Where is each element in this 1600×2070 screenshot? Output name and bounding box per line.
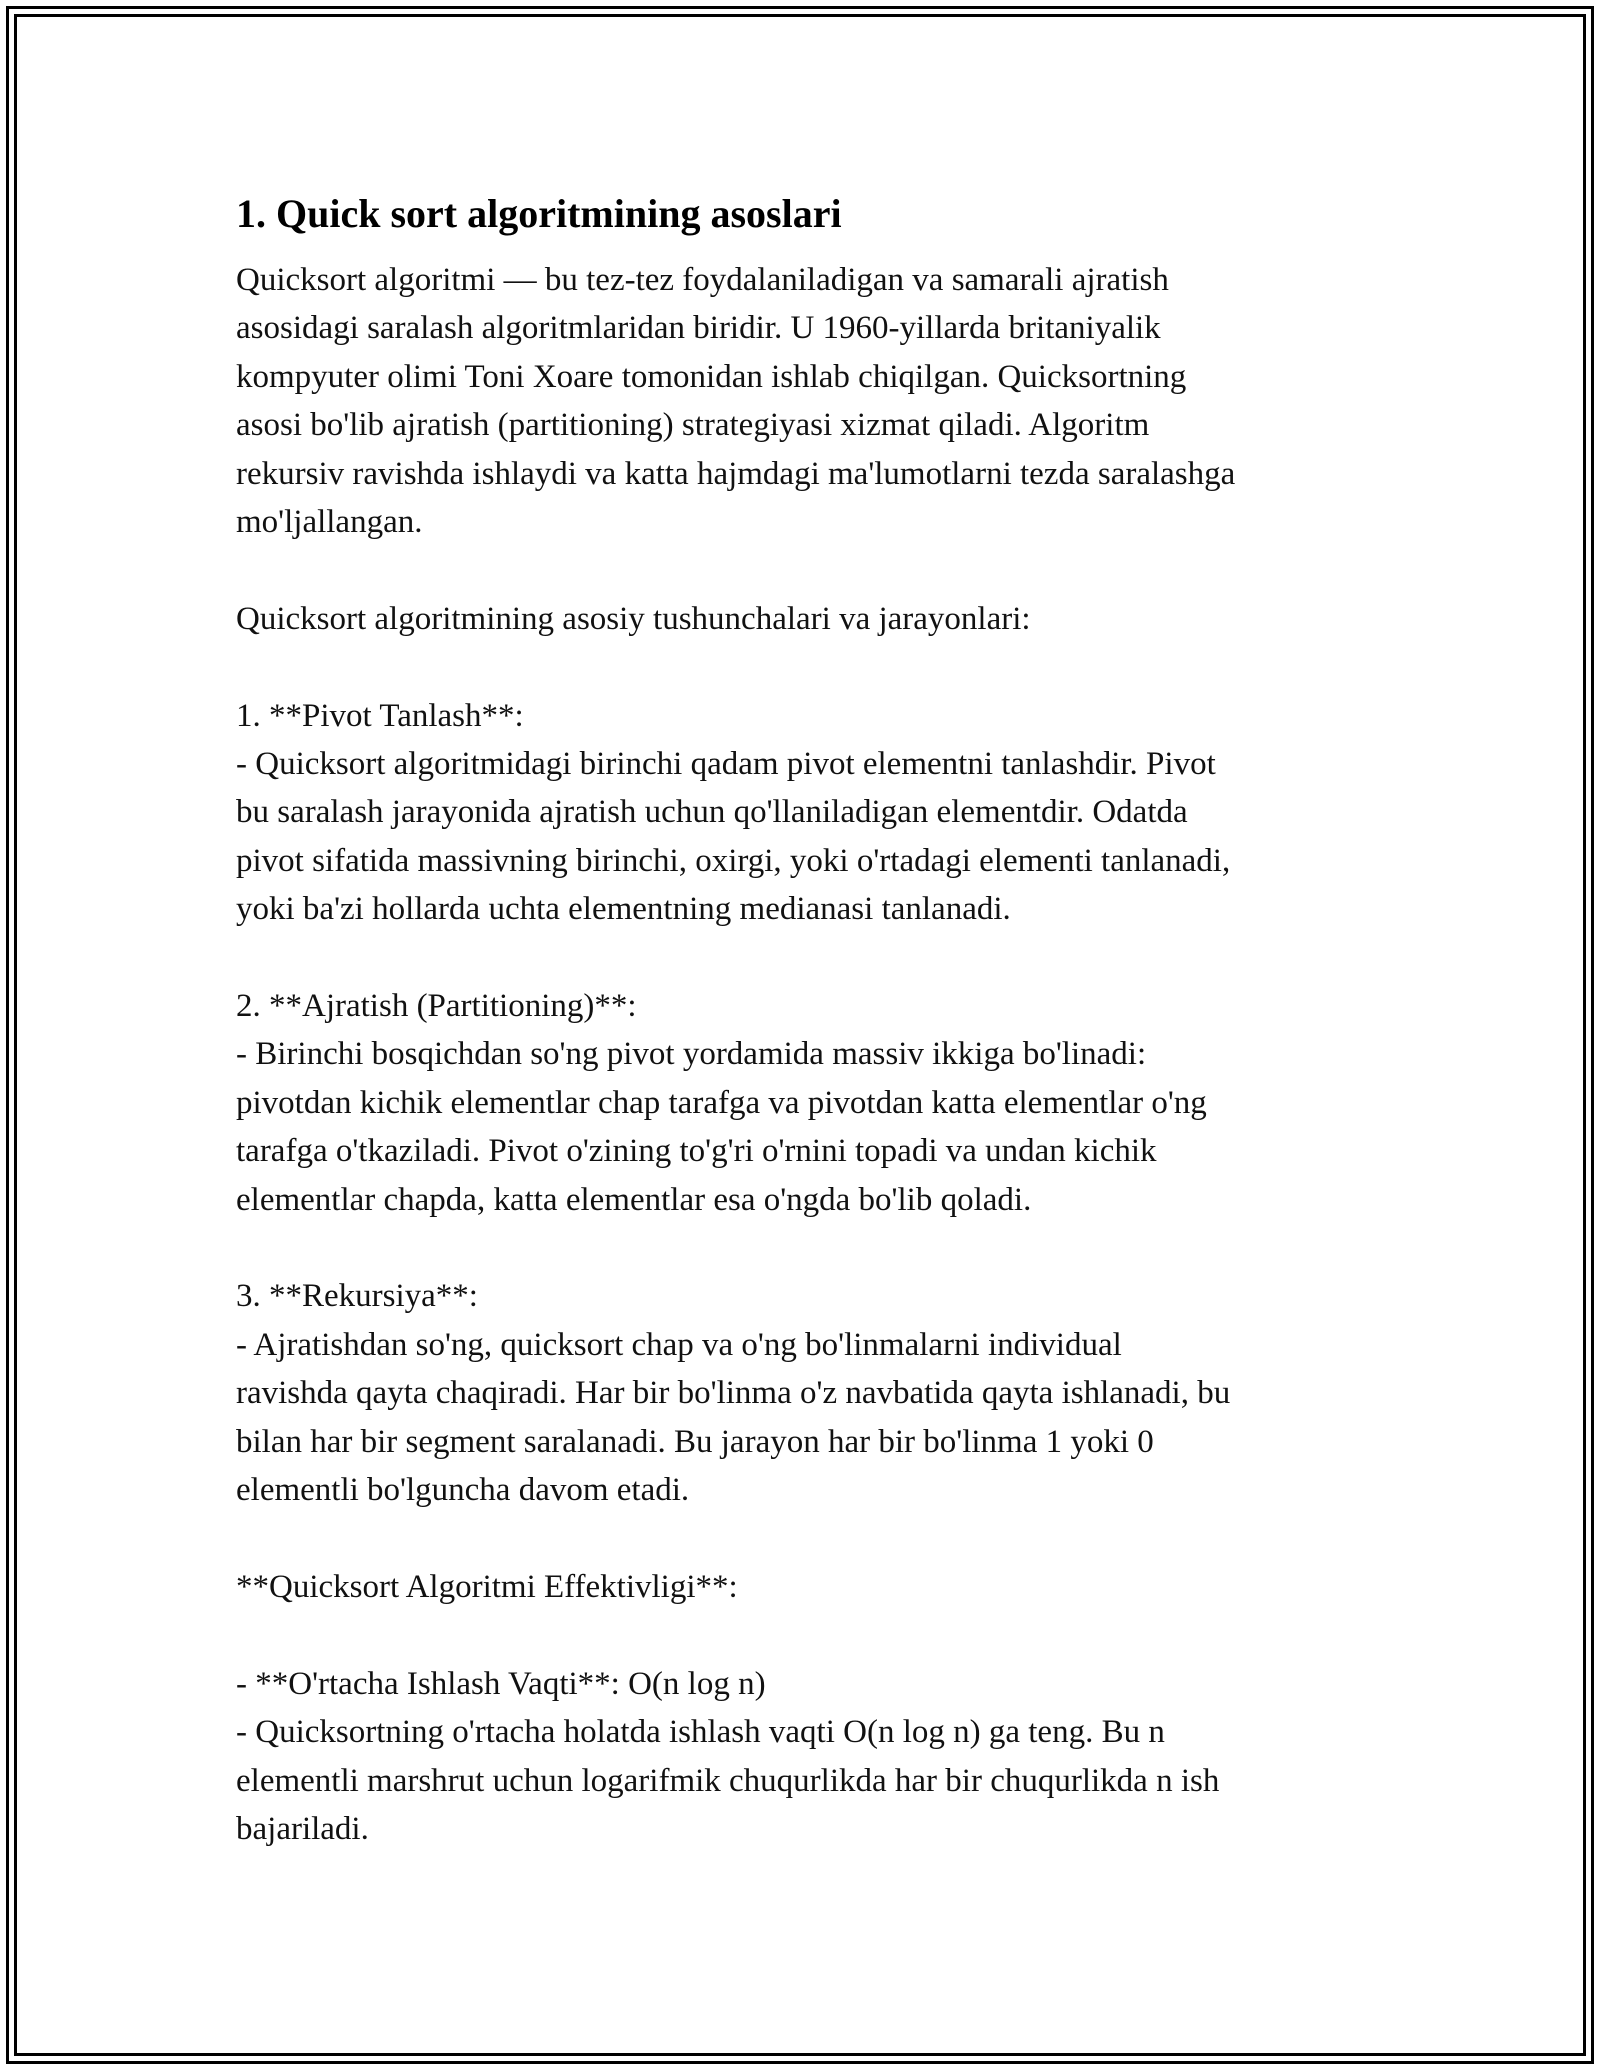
concepts-heading: Quicksort algoritmining asosiy tushunchalari va jarayonlari: xyxy=(236,600,1031,637)
paragraph-gap xyxy=(236,1611,1376,1659)
efficiency-heading: **Quicksort Algoritmi Effektivligi**: xyxy=(236,1568,738,1605)
paragraph-gap xyxy=(236,546,1376,594)
intro-paragraph: Quicksort algoritmi — bu tez-tez foydalaniladigan va samarali ajratish asosidagi saralash algoritmlaridan biridir. U 1960-yillarda britaniyalik kompyuter olimi Toni Xoare tomonidan ishlab chiqilgan. Quicksortning asosi bo'lib ajratish (partitioning) strategiyasi xizmat qiladi. Algoritm rekursiv ravishda ishlaydi va katta hajmdagi ma'lumotlarni tezda saralashga mo'ljallangan. xyxy=(236,262,1236,541)
average-time-paragraph: - **O'rtacha Ishlash Vaqti**: O(n log n) - Quicksortning o'rtacha holatda ishlash vaqti O(n log n) ga teng. Bu n elementli marshrut uchun logarifmik chuqurlikda har bir chuqurlikda n ish bajariladi. xyxy=(236,1665,1220,1847)
paragraph-gap xyxy=(236,643,1376,691)
step-pivot-selection: 1. **Pivot Tanlash**: - Quicksort algoritmidagi birinchi qadam pivot elementni tanlashdir. Pivot bu saralash jarayonida ajratish uchun qo'llaniladigan elementdir. Odatda pivot sifatida massivning birinchi, oxirgi, yoki o'rtadagi elementi tanlanadi, yoki ba'zi hollarda uchta elementning medianasi tanlanadi. xyxy=(236,697,1231,928)
paragraph-gap xyxy=(236,1515,1376,1563)
step-partitioning: 2. **Ajratish (Partitioning)**: - Birinchi bosqichdan so'ng pivot yordamida massiv ikkiga bo'linadi: pivotdan kichik elementlar chap tarafga va pivotdan katta elementlar o'ng tarafga o'tkaziladi. Pivot o'zining to'g'ri o'rnini topadi va undan kichik elementlar chapda, katta elementlar esa o'ngda bo'lib qoladi. xyxy=(236,988,1207,1218)
document-body xyxy=(236,188,1376,1853)
paragraph-gap xyxy=(236,1224,1376,1272)
document-title: 1. Quick sort algoritmining asoslari xyxy=(236,191,842,236)
paragraph-gap xyxy=(236,934,1376,982)
step-recursion: 3. **Rekursiya**: - Ajratishdan so'ng, quicksort chap va o'ng bo'linmalarni individual ravishda qayta chaqiradi. Har bir bo'linma o'z navbatida qayta ishlanadi, bu bilan har bir segment saralanadi. Bu jarayon har bir bo'linma 1 yoki 0 elementli bo'lguncha davom etadi. xyxy=(236,1278,1231,1509)
